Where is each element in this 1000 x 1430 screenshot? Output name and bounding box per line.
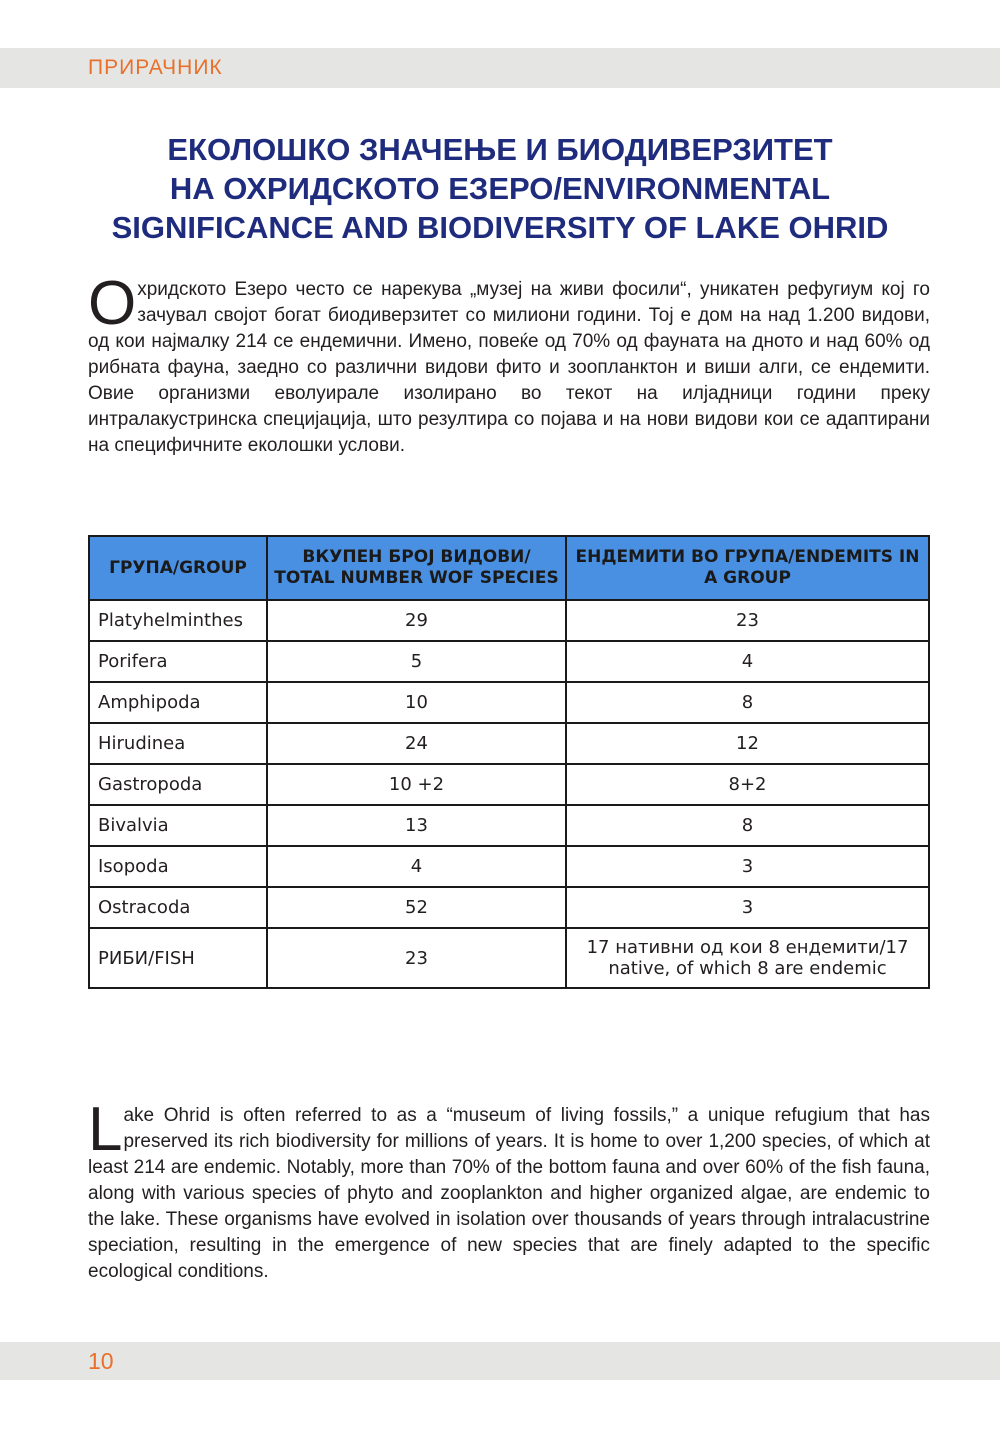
header-group: ГРУПА/GROUP <box>89 536 267 600</box>
table-row <box>89 641 929 682</box>
intro-paragraph-en <box>88 1095 930 1285</box>
cell-endemics: 3 <box>566 846 929 887</box>
dropcap-en: L <box>88 1095 123 1164</box>
dropcap-mk: О <box>88 269 137 338</box>
cell-group: Porifera <box>89 641 267 682</box>
cell-total: 10 +2 <box>267 764 566 805</box>
cell-endemics: 8 <box>566 682 929 723</box>
cell-group: Isopoda <box>89 846 267 887</box>
cell-endemics: 23 <box>566 600 929 641</box>
cell-group: Gastropoda <box>89 764 267 805</box>
cell-group: Ostracoda <box>89 887 267 928</box>
cell-total: 24 <box>267 723 566 764</box>
cell-group: Amphipoda <box>89 682 267 723</box>
table-row <box>89 600 929 641</box>
cell-group: РИБИ/FISH <box>89 928 267 988</box>
table-row <box>89 928 929 988</box>
table-row <box>89 887 929 928</box>
intro-text-mk: хридското Езеро често се нарекува „музеј на живи фосили“, уникатен рефугиум кој го зачувал својот богат биодиверзитет со милиони години. Тој е дом на над 1.200 видови, од кои најмалку 214 се ендемични. Имено, повеќе од 70% од фауната на дното и над 60% од рибната фауна, заедно со различни видови фито и зоопланктон и виши алги, се ендемити. Овие организми еволуирале изолирано во текот на илјадници години преку интралакустринска специјација, што резултира со појава и на нови видови кои се адаптирани на специфичните еколошки услови. <box>88 279 930 456</box>
cell-total: 13 <box>267 805 566 846</box>
table-row <box>89 805 929 846</box>
species-table <box>88 535 930 989</box>
cell-group: Platyhelminthes <box>89 600 267 641</box>
cell-total: 4 <box>267 846 566 887</box>
cell-endemics: 12 <box>566 723 929 764</box>
header-band <box>0 48 1000 88</box>
cell-endemics: 4 <box>566 641 929 682</box>
intro-paragraph-mk <box>88 269 930 459</box>
cell-endemics: 17 нативни од кои 8 ендемити/17 native, of which 8 are endemic <box>566 928 929 988</box>
header-total-species: ВКУПЕН БРОЈ ВИДОВИ/ TOTAL NUMBER WOF SPECIES <box>267 536 566 600</box>
cell-endemics: 3 <box>566 887 929 928</box>
header-endemics: ЕНДЕМИТИ ВО ГРУПА/ENDEMITS IN A GROUP <box>566 536 929 600</box>
header-label: ПРИРАЧНИК <box>88 56 223 79</box>
cell-endemics: 8+2 <box>566 764 929 805</box>
title-line-3: SIGNIFICANCE AND BIODIVERSITY OF LAKE OHRID <box>111 210 889 245</box>
page-number: 10 <box>88 1348 114 1374</box>
cell-total: 5 <box>267 641 566 682</box>
species-table-container <box>88 535 930 989</box>
table-row <box>89 723 929 764</box>
table-row <box>89 682 929 723</box>
cell-endemics: 8 <box>566 805 929 846</box>
table-row <box>89 764 929 805</box>
page-title <box>60 130 940 247</box>
cell-total: 52 <box>267 887 566 928</box>
cell-total: 23 <box>267 928 566 988</box>
title-line-1: ЕКОЛОШКО ЗНАЧЕЊЕ И БИОДИВЕРЗИТЕТ <box>167 132 833 167</box>
table-header-row <box>89 536 929 600</box>
table-row <box>89 846 929 887</box>
cell-group: Bivalvia <box>89 805 267 846</box>
intro-text-en: ake Ohrid is often referred to as a “museum of living fossils,” a unique refugium that has preserved its rich biodiversity for millions of years. It is home to over 1,200 species, of which at least 214 are endemic. Notably, more than 70% of the bottom fauna and over 60% of the fish fauna, along with various species of phyto and zooplankton and higher organized algae, are endemic to the lake. These organisms have evolved in isolation over thousands of years through intralacustrine speciation, resulting in the emergence of new species that are finely adapted to the specific ecological conditions. <box>88 1105 930 1282</box>
cell-total: 10 <box>267 682 566 723</box>
footer-band <box>0 1342 1000 1380</box>
cell-total: 29 <box>267 600 566 641</box>
cell-group: Hirudinea <box>89 723 267 764</box>
title-line-2: НА ОХРИДСКОТО ЕЗЕРО/ENVIRONMENTAL <box>169 171 831 206</box>
